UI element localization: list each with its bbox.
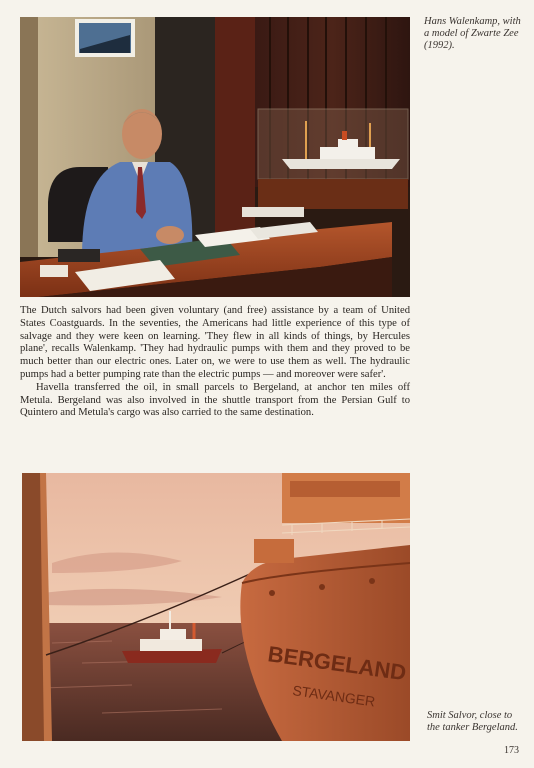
hull-port-text: STAVANGER [291, 682, 377, 710]
paragraph: Havella transferred the oil, in small parcels to Bergeland, at anchor ten miles off Metula. Bergeland was also involved in the shuttle transport from the Persian Gulf to Quintero and Metula's cargo was also carried to the same destination. [20, 381, 410, 419]
hull-name-text: BERGELAND [266, 641, 408, 686]
top-photo-caption: Hans Walenkamp, with a model of Zwarte Zee (1992). [424, 16, 521, 51]
article-body [20, 305, 410, 420]
ship-photo [22, 473, 410, 741]
paragraph: The Dutch salvors had been given voluntary (and free) assistance by a team of United States Coastguards. In the seventies, the Americans had little experience of this type of salvage and they were keen on learning. 'They flew in all kinds of things, by Hercules plane', recalls Walenkamp. 'They had hydraulic pumps with them and they proved to be much better than our electric ones. Later on, we were to use them as well. The hydraulic pumps had a better pumping rate than the electric pumps — and moreover were safer'. [20, 305, 410, 380]
bottom-photo-caption: Smit Salvor, close to the tanker Bergeland. [427, 710, 518, 733]
office-photo [20, 17, 410, 297]
page-number: 173 [504, 745, 519, 756]
